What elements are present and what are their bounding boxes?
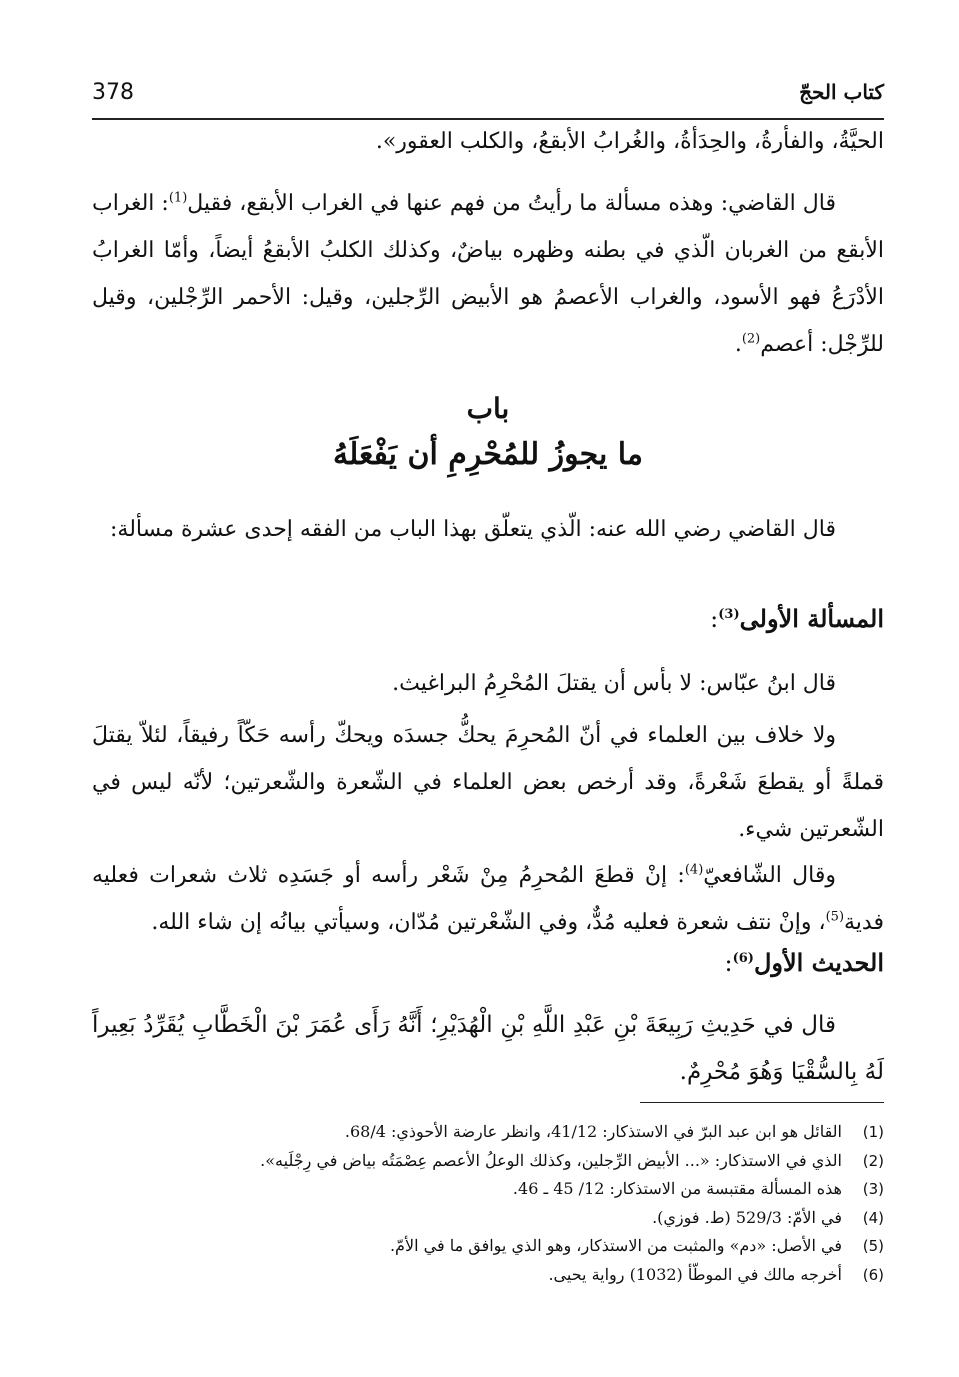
- chapter-title: ما يجوزُ للمُحْرِمِ أن يَفْعَلَهُ: [333, 437, 643, 472]
- page-header: [92, 78, 884, 120]
- paragraph-text: .: [734, 332, 742, 357]
- paragraph-text: قال القاضي: وهذه مسألة ما رأيتُ من فهم عنها في الغراب الأبقع، فقيل: [187, 191, 836, 216]
- paragraph-ibn-abbas: [92, 660, 884, 707]
- section-heading-first-issue: [92, 604, 884, 633]
- section-heading-first-hadith: [92, 948, 884, 977]
- footnote-ref[interactable]: (3): [718, 607, 740, 622]
- paragraph-text: : الغراب الأبقع من الغربان الّذي في بطنه وظهره بياضٌ، وكذلك الكلبُ الأبقعُ أيضاً، وأمّا الغرابُ الأدْرَعُ فهو الأسود، والغراب الأعصمُ هو الأبيض الرِّجلين، وقيل: الأحمر الرِّجْلين، وقيل للرِّجْل: أعصم: [92, 191, 884, 357]
- footnote-ref[interactable]: (1): [168, 190, 188, 206]
- footnote-number: (5): [862, 1237, 884, 1255]
- paragraph-text: : إنْ قطعَ المُحرِمُ مِنْ شَعْر رأسه أو جَسَدِه ثلاث شعرات فعليه فدية: [92, 863, 884, 935]
- footnote-number: (2): [862, 1151, 884, 1170]
- footnote-divider: [640, 1102, 884, 1103]
- paragraph-text: ، وإنْ نتف شعرة فعليه مُدٌّ، وفي الشّعْرتين مُدّان، وسيأتي بيانُه إن شاء الله.: [151, 910, 826, 935]
- heading-text: الحديث الأول: [753, 948, 884, 977]
- paragraph-scratching: [92, 712, 884, 853]
- heading-text: المسألة الأولى: [739, 604, 884, 633]
- heading-colon: :: [710, 605, 719, 633]
- paragraph-shafii: [92, 852, 884, 946]
- footnote-text: أخرجه مالك في الموطّأ (1032) رواية يحيى.: [548, 1264, 842, 1284]
- footnote-number: (6): [862, 1265, 884, 1284]
- footnote-item: [92, 1204, 884, 1233]
- footnote-ref[interactable]: (5): [825, 909, 845, 925]
- paragraph-text: قال في حَدِيثِ رَبِيعَةَ بْنِ عَبْدِ اللَّهِ بْنِ الْهُدَيْرِ؛ أَنَّهُ رَأَى عُمَرَ بْنَ الْخَطَّابِ يُقَرِّدُ بَعِيراً لَهُ بِالسُّقْيَا وَهُوَ مُحْرِمٌ.: [92, 1012, 884, 1085]
- footnote-item: [92, 1118, 884, 1147]
- paragraph-text: قال القاضي رضي الله عنه: الّذي يتعلّق بهذا الباب من الفقه إحدى عشرة مسألة:: [110, 517, 836, 542]
- footnote-item: [92, 1261, 884, 1290]
- footnote-text: الذي في الاستذكار: «... الأبيض الرِّجلين، وكذلك الوعلُ الأعصم عِصْمَتُه بياض في رِجْلَيه».: [260, 1150, 842, 1170]
- footnote-item: [92, 1175, 884, 1204]
- footnote-number: (1): [862, 1123, 884, 1141]
- paragraph-text: قال ابنُ عبّاس: لا بأس أن يقتلَ المُحْرِمُ البراغيث.: [392, 671, 836, 696]
- paragraph-text: وقال الشّافعيّ: [703, 863, 836, 888]
- paragraph-hadith-end: [92, 118, 884, 165]
- paragraph-text: ولا خلاف بين العلماء في أنّ المُحرِمَ يحكُّ جسدَه ويحكّ رأسه حَكّاً رفيقاً، لئلاّ يقتلَ قملةً أو يقطعَ شَعْرةً، وقد أرخص بعض العلماء في الشّعرة والشّعرتين؛ لأنّه ليس في الشّعرتين شيء.: [92, 723, 884, 842]
- footnote-ref[interactable]: (2): [741, 331, 761, 347]
- paragraph-qadi-ghurab: [92, 180, 884, 368]
- footnote-ref[interactable]: (4): [684, 862, 704, 878]
- footnote-ref[interactable]: (6): [732, 951, 754, 966]
- footnotes-list: [92, 1118, 884, 1289]
- footnote-text: القائل هو ابن عبد البرّ في الاستذكار: 41/12، وانظر عارضة الأحوذي: 68/4.: [344, 1122, 842, 1141]
- footnote-item: [92, 1147, 884, 1176]
- footnote-item: [92, 1232, 884, 1261]
- page-number: 378: [92, 80, 134, 105]
- running-title: كتاب الحجّ: [799, 80, 884, 104]
- footnote-text: هذه المسألة مقتبسة من الاستذكار: 12/ 45 ـ 46.: [512, 1179, 842, 1198]
- chapter-label: باب: [466, 392, 510, 425]
- footnote-text: في الأصل: «دم» والمثبت من الاستذكار، وهو الذي يوافق ما في الأمّ.: [389, 1236, 842, 1255]
- paragraph-rabia-hadith: [92, 1002, 884, 1096]
- heading-colon: :: [724, 949, 733, 977]
- paragraph-text: الحيَّةُ، والفأرةُ، والحِدَأةُ، والغُرابُ الأبقعُ، والكلب العقور».: [375, 129, 884, 154]
- paragraph-intro: [92, 506, 884, 553]
- footnote-number: (4): [862, 1208, 884, 1227]
- footnote-number: (3): [862, 1180, 884, 1198]
- footnote-text: في الأمّ: 529/3 (ط. فوزي).: [652, 1207, 842, 1227]
